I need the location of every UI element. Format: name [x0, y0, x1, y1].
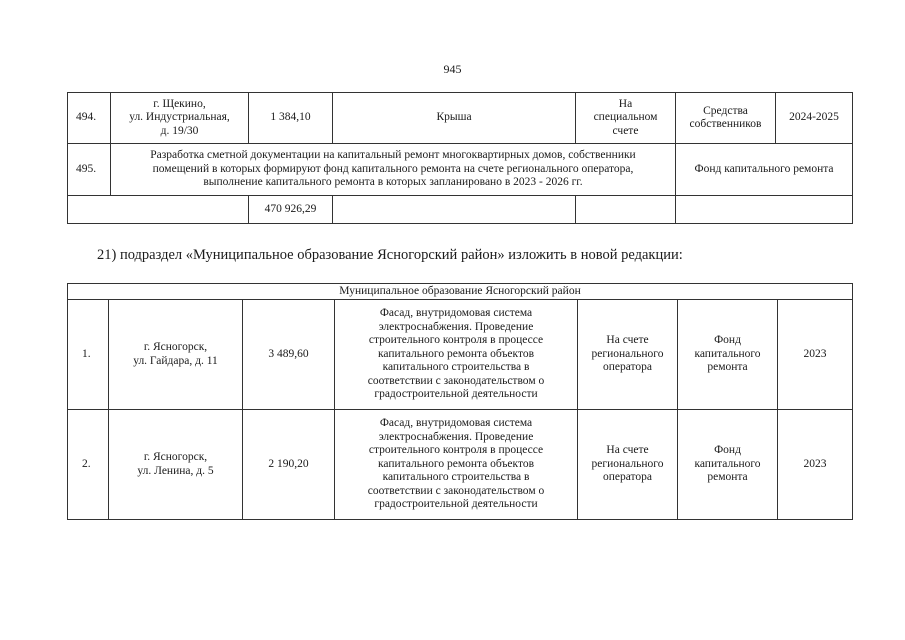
source-line: Фонд [714, 334, 741, 347]
municipality-header: Муниципальное образование Ясногорский район [68, 284, 853, 300]
work-line: соответствии с законодательством о [367, 484, 545, 497]
address-cell [109, 300, 243, 410]
description-line: Разработка сметной документации на капитальный ремонт многоквартирных домов, собственники [150, 149, 636, 162]
table-header-row [68, 284, 853, 300]
account-line: регионального [591, 457, 664, 470]
empty-cell [68, 196, 249, 224]
work-line: капитального ремонта объектов [377, 347, 535, 360]
work-line: капитального ремонта объектов [377, 457, 535, 470]
row-number: 494. [68, 93, 111, 144]
address-line: г. Ясногорск, [143, 451, 208, 463]
empty-cell [676, 196, 853, 224]
cost-cell: 1 384,10 [249, 93, 333, 144]
work-line: строительного контроля в процессе [368, 334, 544, 347]
period-cell: 2024-2025 [776, 93, 853, 144]
row-number: 495. [68, 144, 111, 196]
source-line: Средства [703, 104, 748, 117]
address-line: д. 19/30 [160, 124, 199, 137]
period-cell: 2023 [778, 410, 853, 520]
description-line: помещений в которых формируют фонд капитального ремонта на счете регионального оператора, [152, 162, 634, 175]
row-number: 1. [68, 300, 109, 410]
work-line: градостроительной деятельности [374, 388, 538, 401]
work-line: электроснабжения. Проведение [378, 320, 534, 333]
work-line: Фасад, внутридомовая система [379, 417, 533, 430]
source-line: ремонта [707, 471, 748, 484]
section-instruction: 21) подраздел «Муниципальное образование Ясногорский район» изложить в новой редакции: [97, 247, 683, 263]
source-line: капитального [694, 457, 761, 470]
table-row-495 [68, 144, 853, 196]
address-cell [109, 410, 243, 520]
source-line: капитального [694, 347, 761, 360]
period-cell: 2023 [778, 300, 853, 410]
address-line: г. Ясногорск, [143, 341, 208, 353]
work-line: капитального строительства в [382, 361, 530, 374]
table-row-total [68, 196, 853, 224]
account-line: На счете [606, 444, 649, 457]
address-line: ул. Индустриальная, [129, 111, 230, 124]
work-line: Фасад, внутридомовая система [379, 307, 533, 320]
work-line: электроснабжения. Проведение [378, 430, 534, 443]
address-cell [111, 93, 249, 144]
work-line: градостроительной деятельности [374, 498, 538, 511]
description-line: выполнение капитального ремонта в которых запланировано в 2023 - 2026 гг. [203, 176, 583, 189]
funding-source-cell: Фонд капитального ремонта [676, 144, 853, 196]
account-cell [576, 93, 676, 144]
table-row-494 [68, 93, 853, 144]
empty-cell [576, 196, 676, 224]
empty-cell [333, 196, 576, 224]
yasnogorsk-repair-table [67, 283, 853, 520]
work-line: соответствии с законодательством о [367, 374, 545, 387]
total-cost-cell: 470 926,29 [249, 196, 333, 224]
table-row [68, 300, 853, 410]
work-line: строительного контроля в процессе [368, 444, 544, 457]
account-line: оператора [602, 361, 653, 374]
address-line: ул. Гайдара, д. 11 [133, 354, 218, 367]
account-cell [578, 300, 678, 410]
account-cell [578, 410, 678, 520]
table-row [68, 410, 853, 520]
address-line: г. Щекино, [153, 97, 206, 110]
account-line: регионального [591, 347, 664, 360]
work-type-cell: Крыша [333, 93, 576, 144]
account-line: оператора [602, 471, 653, 484]
address-line: ул. Ленина, д. 5 [137, 464, 214, 477]
work-type-cell [335, 300, 578, 410]
account-line: На счете [606, 334, 649, 347]
repair-table-continuation [67, 92, 853, 224]
account-line: специальном [593, 111, 658, 124]
account-line: На [618, 97, 633, 110]
work-line: капитального строительства в [382, 471, 530, 484]
page-number: 945 [443, 62, 462, 76]
account-line: счете [612, 124, 639, 137]
work-type-cell [335, 410, 578, 520]
row-number: 2. [68, 410, 109, 520]
source-line: ремонта [707, 361, 748, 374]
description-cell [111, 144, 676, 196]
cost-cell: 2 190,20 [243, 410, 335, 520]
funding-source-cell [678, 300, 778, 410]
funding-source-cell [678, 410, 778, 520]
funding-source-cell [676, 93, 776, 144]
source-line: собственников [689, 118, 762, 130]
cost-cell: 3 489,60 [243, 300, 335, 410]
source-line: Фонд [714, 444, 741, 457]
